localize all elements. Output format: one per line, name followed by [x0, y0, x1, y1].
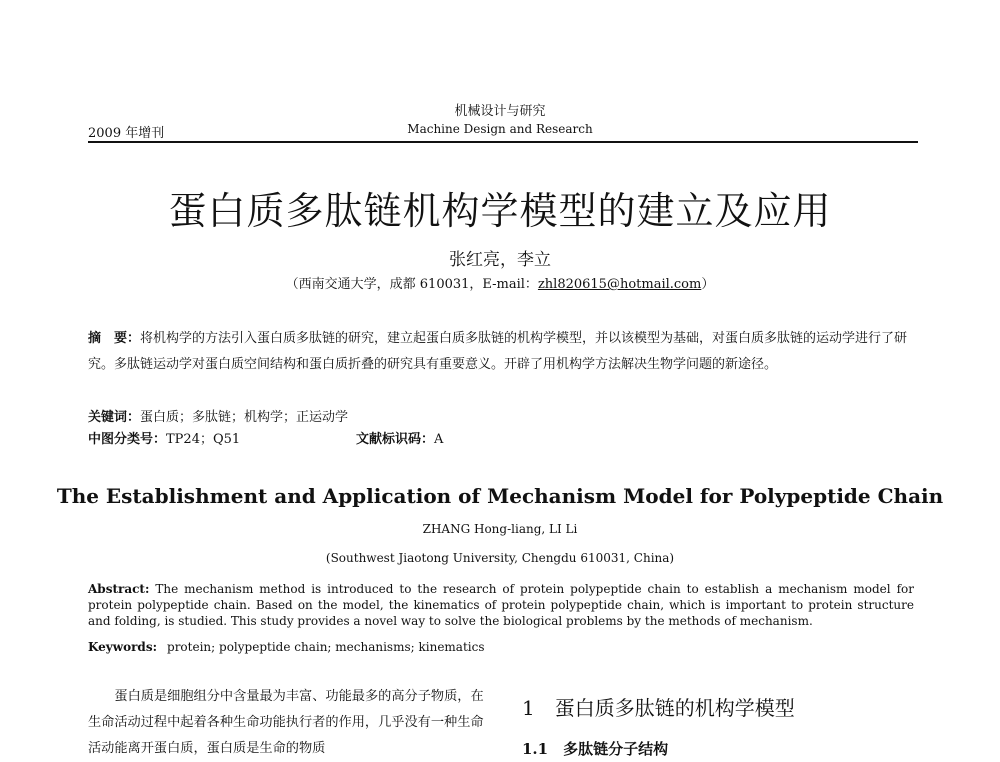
keywords-en — [88, 640, 914, 654]
section-heading-1: 1 蛋白质多肽链的机构学模型 — [522, 696, 795, 720]
intro-paragraph: 蛋白质是细胞组分中含量最为丰富、功能最多的高分子物质，在生命活动过程中起着各种生命功能执行者的作用，几乎没有一种生命活动能离开蛋白质，蛋白质是生命的物质 — [88, 689, 484, 756]
body-column-left — [88, 684, 492, 762]
doc-code-value: A — [434, 432, 444, 447]
keywords-cn-label: 关键词： — [88, 410, 141, 425]
authors-en: ZHANG Hong-liang, LI Li — [422, 522, 578, 536]
affiliation-en: (Southwest Jiaotong University, Chengdu 610031, China) — [325, 551, 675, 565]
keywords-cn-text: 蛋白质；多肽链；机构学；正运动学 — [140, 410, 349, 425]
paper-title-cn: 蛋白质多肽链机构学模型的建立及应用 — [168, 189, 832, 233]
abstract-cn-label: 摘 要： — [88, 331, 141, 346]
journal-title-cn: 机械设计与研究 — [454, 104, 546, 119]
classification-label: 中图分类号： — [88, 432, 167, 447]
affiliation-prefix: （西南交通大学，成都 610031，E-mail： — [285, 277, 538, 292]
abstract-cn — [88, 326, 914, 378]
journal-title-en: Machine Design and Research — [407, 122, 593, 136]
paper-title-en: The Establishment and Application of Mechanism Model for Polypeptide Chain — [56, 484, 944, 508]
affiliation-suffix: ） — [701, 277, 715, 292]
abstract-cn-text: 将机构学的方法引入蛋白质多肽链的研究，建立起蛋白质多肽链的机构学模型，并以该模型为基础，对蛋白质多肽链的运动学进行了研究。多肽链运动学对蛋白质空间结构和蛋白质折叠的研究具有重要意义。开辟了用机构学方法解决生物学问题的新途径。 — [88, 331, 908, 372]
doc-code-label: 文献标识码： — [356, 432, 435, 447]
affiliation-cn — [0, 273, 1000, 292]
keywords-en-text: protein; polypeptide chain; mechanisms; kinematics — [167, 640, 485, 654]
header-rule — [88, 141, 918, 143]
section-heading-1-1: 1.1 多肽链分子结构 — [522, 740, 669, 758]
abstract-en-text: The mechanism method is introduced to the research of protein polypeptide chain to establish a mechanism model for protein polypeptide chain. Based on the model, the kinematics of protein polypeptide chain, which is important to protein structure and folding, is studied. This study provides a novel way to solve the biological problems by the methods of mechanism. — [88, 582, 914, 628]
abstract-en-label: Abstract: — [88, 582, 150, 596]
doc-code — [356, 428, 443, 447]
authors-cn: 张红亮，李立 — [449, 250, 551, 270]
classification-line — [88, 428, 914, 447]
keywords-en-label: Keywords: — [88, 640, 158, 654]
classification-value: TP24；Q51 — [166, 432, 241, 447]
abstract-en — [88, 581, 914, 629]
issue-label: 2009 年增刊 — [88, 126, 165, 141]
keywords-cn — [88, 406, 914, 425]
email-link[interactable]: zhl820615@hotmail.com — [537, 277, 702, 292]
